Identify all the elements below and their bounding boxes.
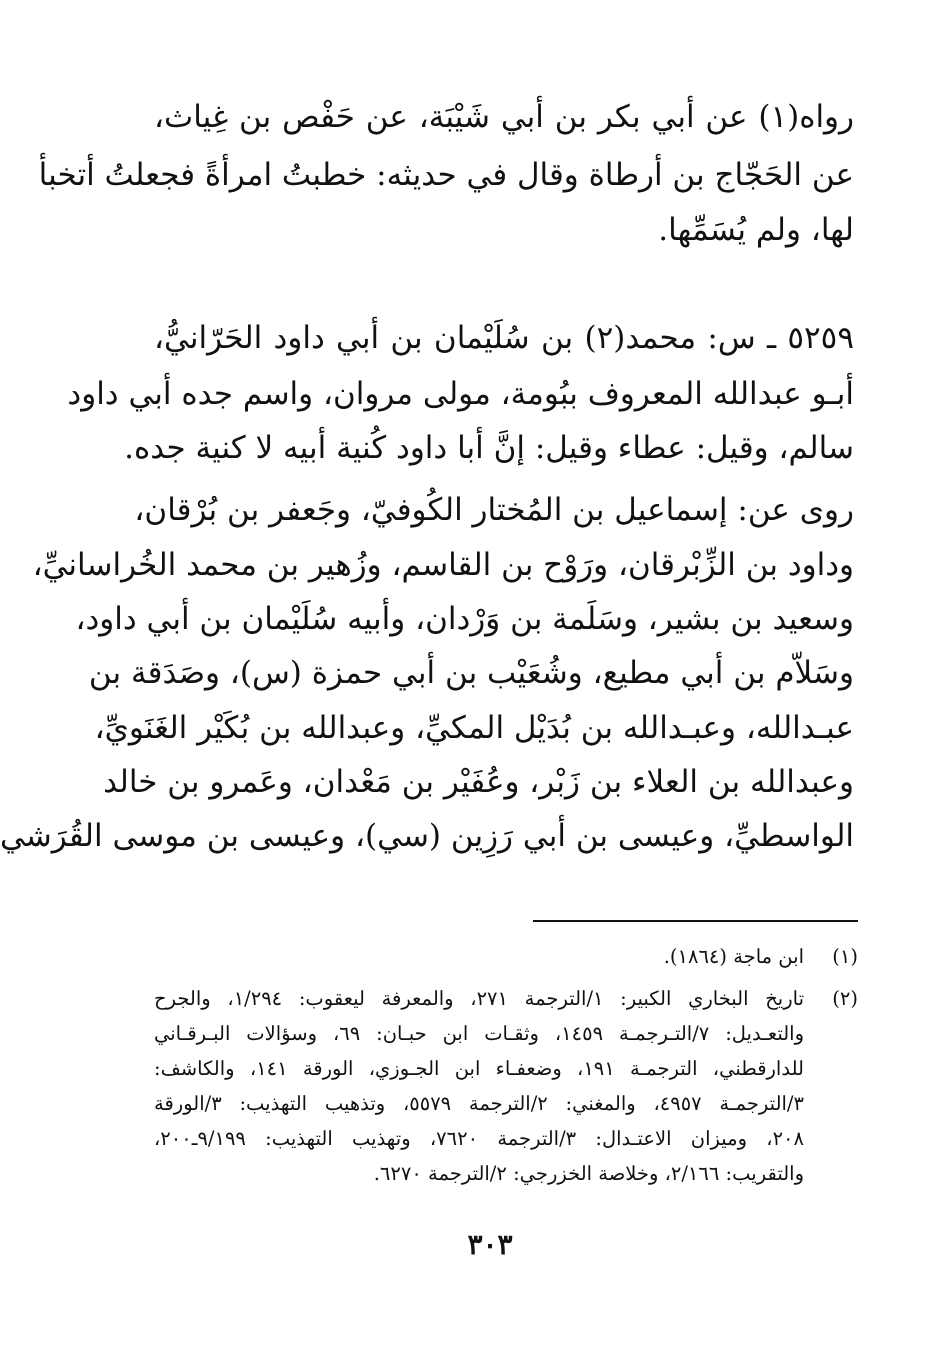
footnote-line: والتعـديل: ٧/التـرجمـة ١٤٥٩، وثقـات ابن حبـان: ٦٩، وسؤالات البـرقـاني (154, 1022, 804, 1045)
footnote-line: تاريخ البخاري الكبير: ١/الترجمة ٢٧١، والمعرفة ليعقوب: ١/٢٩٤، والجرح (154, 987, 804, 1010)
footnote-line: والتقريب: ٢/١٦٦، وخلاصة الخزرجي: ٢/الترجمة ٦٢٧٠. (373, 1162, 804, 1185)
footnote-number: (٢) (832, 987, 858, 1010)
text-line: روى عن: إسماعيل بن المُختار الكُوفيّ، وجَعفر بن بُرْقان، (134, 492, 854, 528)
footnote-separator (533, 920, 858, 922)
text-line: لها، ولم يُسَمِّها. (658, 212, 854, 248)
text-line: عن الحَجّاج بن أرطاة وقال في حديثه: خطبتُ امرأةً فجعلتُ أتخبأ (38, 157, 854, 193)
text-line: وعبدالله بن العلاء بن زَبْر، وعُفَيْر بن مَعْدان، وعَمرو بن خالد (103, 764, 854, 800)
footnote-line: ٣/الترجمـة ٤٩٥٧، والمغني: ٢/الترجمة ٥٥٧٩، وتذهيب التهذيب: ٣/الورقة (154, 1092, 804, 1115)
text-line: وسَلاّم بن أبي مطيع، وشُعَيْب بن أبي حمزة (س)، وصَدَقة بن (88, 655, 854, 691)
footnote-line: للدارقطني، الترجمـة ١٩١، وضعفـاء ابن الجـوزي، الورقة ١٤١، والكاشف: (154, 1057, 804, 1080)
entry-heading-line: ٥٢٥٩ ـ س: محمد(٢) بن سُلَيْمان بن أبي داود الحَرّانيُّ، (154, 320, 854, 356)
text-line: أبـو عبدالله المعروف ببُومة، مولى مروان، واسم جده أبي داود (67, 376, 854, 412)
text-line: رواه(١) عن أبي بكر بن أبي شَيْبَة، عن حَفْص بن غِياث، (154, 99, 854, 135)
footnote-line: ٢٠٨، وميزان الاعتـدال: ٣/الترجمة ٧٦٢٠، وتهذيب التهذيب: ٩/١٩٩ـ٢٠٠، (154, 1127, 804, 1150)
text-line: سالم، وقيل: عطاء وقيل: إنَّ أبا داود كُنية أبيه لا كنية جده. (124, 430, 854, 466)
text-line: وسعيد بن بشير، وسَلَمة بن وَرْدان، وأبيه سُلَيْمان بن أبي داود، (75, 601, 854, 637)
text-line: عبـدالله، وعبـدالله بن بُدَيْل المكيِّ، وعبدالله بن بُكَيْر الغَنَويِّ، (94, 710, 854, 746)
footnote-line: ابن ماجة (١٨٦٤). (663, 945, 804, 968)
page-number: ٣٠٣ (467, 1228, 513, 1261)
footnote-number: (١) (832, 945, 858, 968)
text-line: وداود بن الزِّبْرقان، ورَوْح بن القاسم، وزُهير بن محمد الخُراسانيِّ، (32, 547, 854, 583)
text-line: الواسطيِّ، وعيسى بن أبي رَزِين (سي)، وعيسى بن موسى القُرَشي (0, 818, 854, 854)
